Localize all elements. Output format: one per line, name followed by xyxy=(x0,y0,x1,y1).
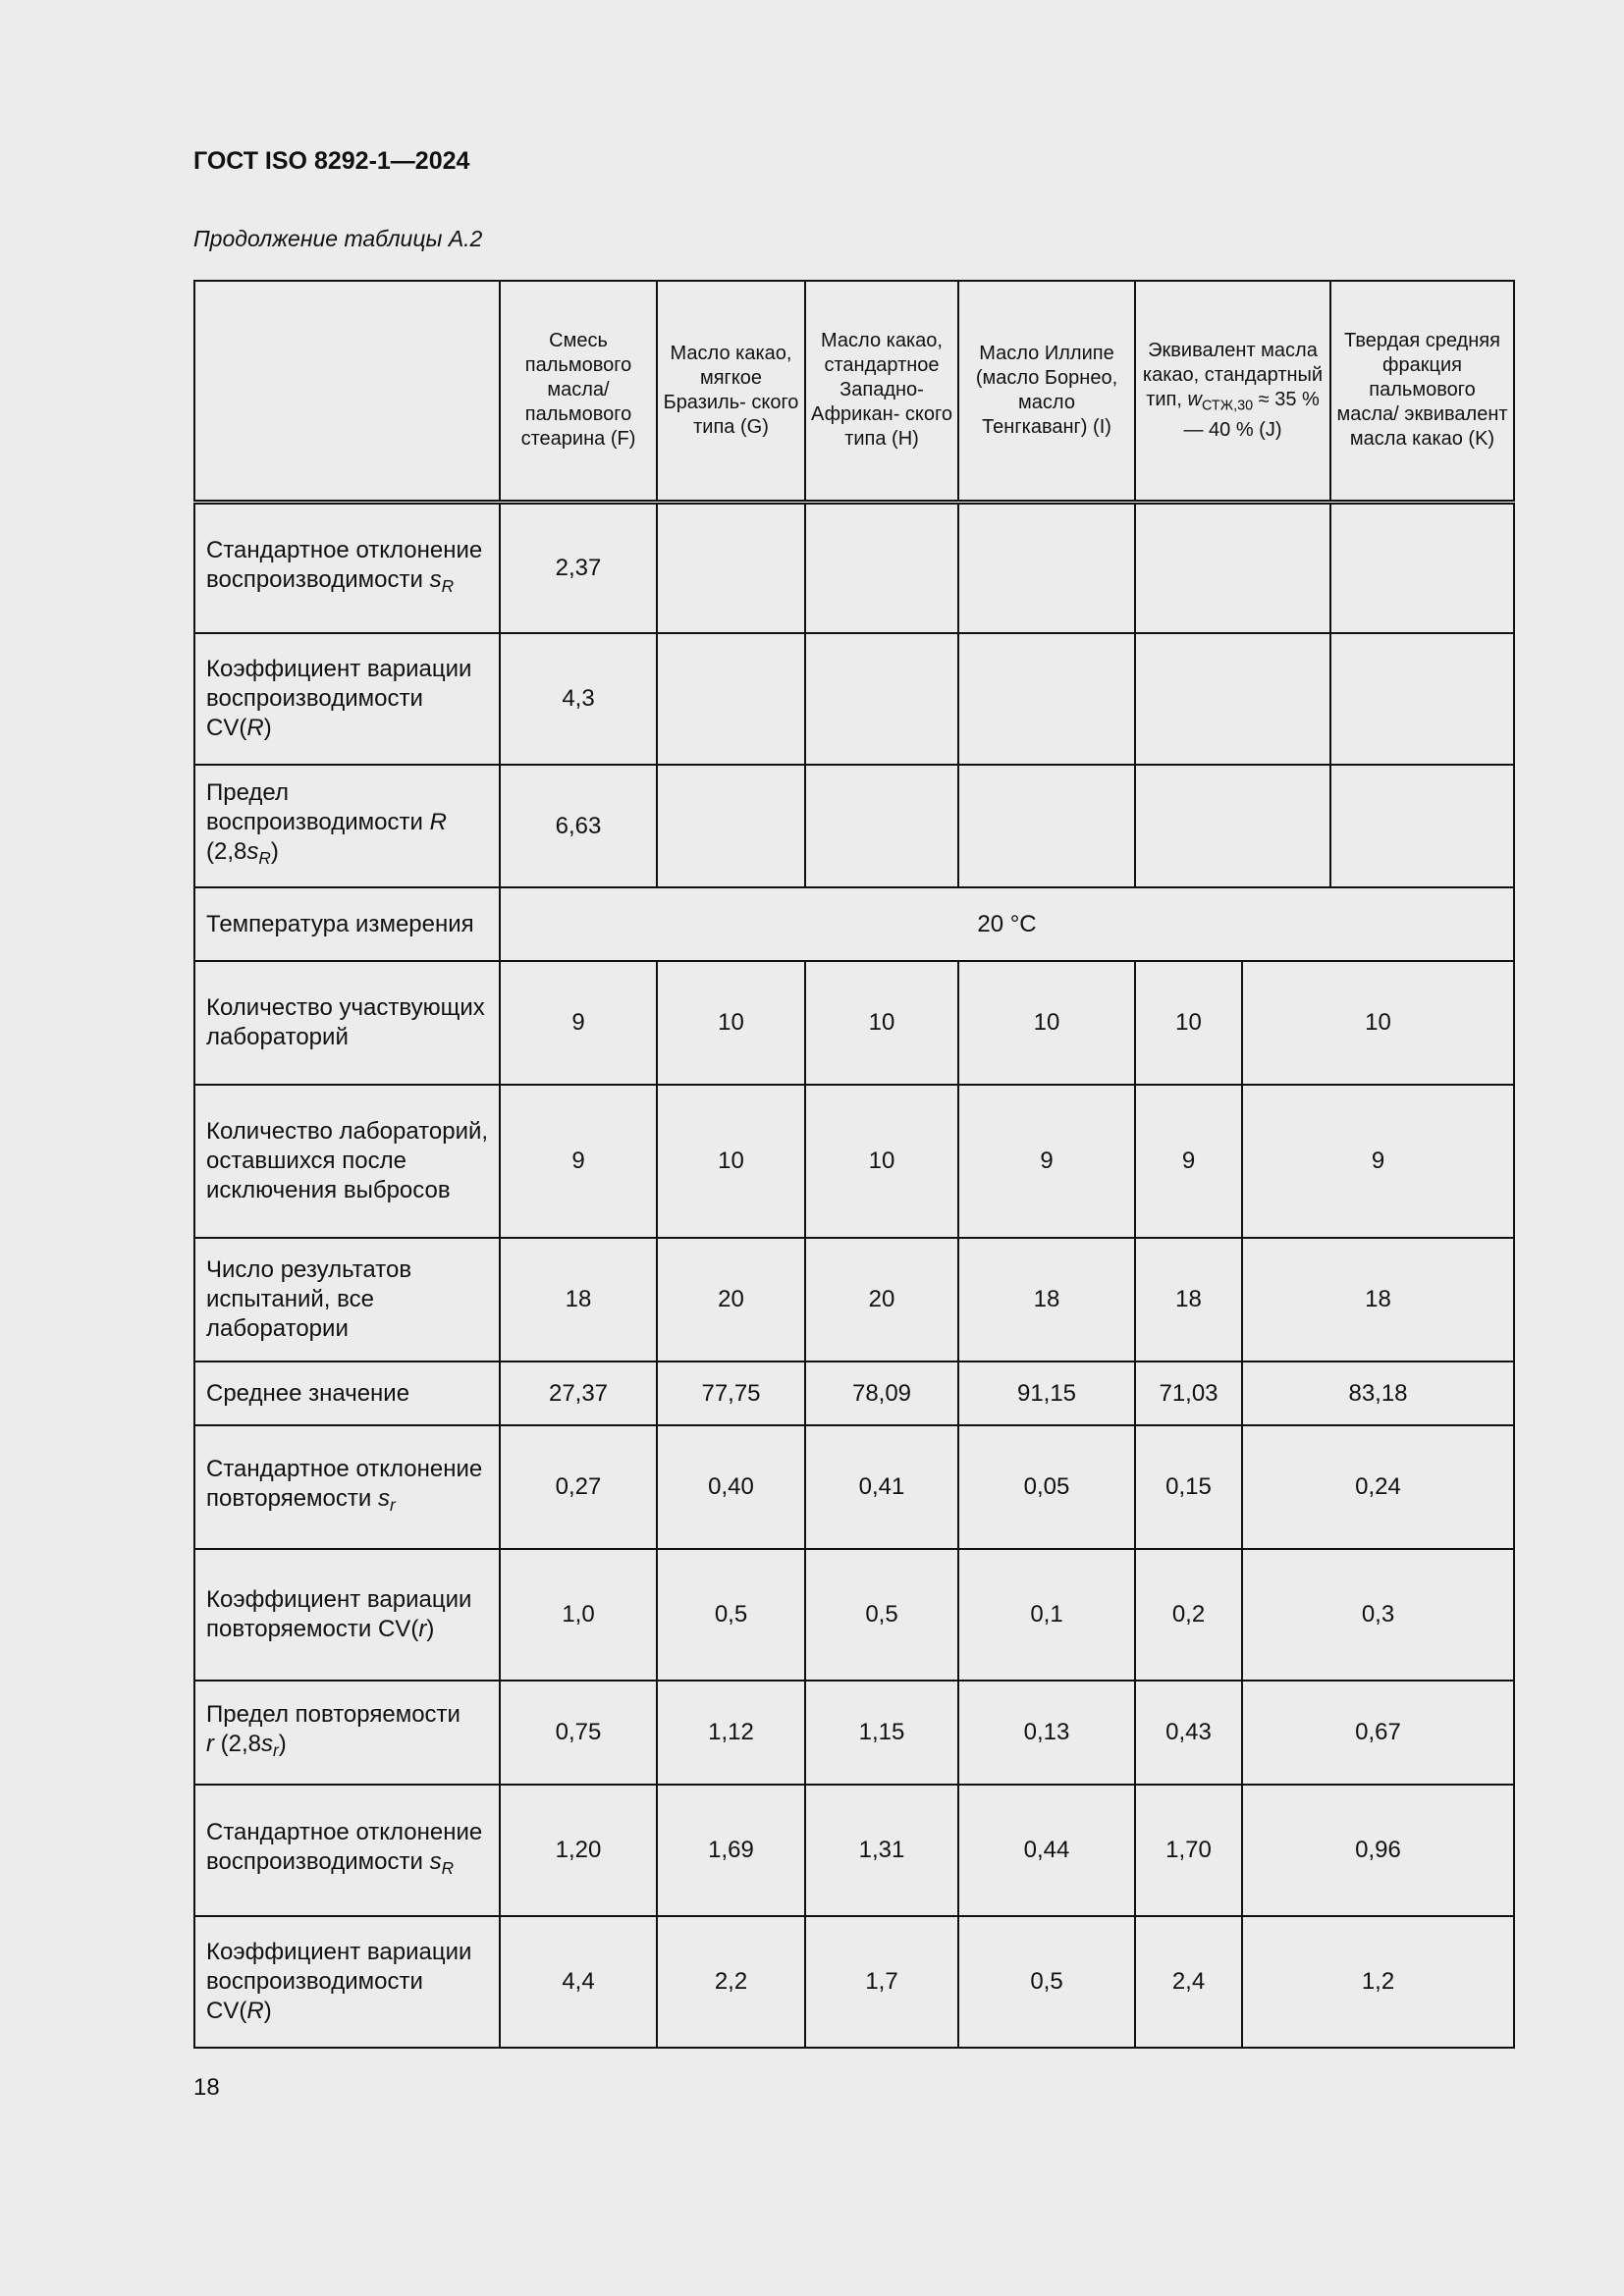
table-row xyxy=(194,1362,1514,1425)
page-number: 18 xyxy=(193,2074,220,2101)
cell-f: 1,20 xyxy=(500,1785,657,1916)
header-col-f: Смесь пальмового масла/ пальмового стеарина (F) xyxy=(500,281,657,502)
cell-g: 77,75 xyxy=(657,1362,805,1425)
cell-g: 0,40 xyxy=(657,1425,805,1549)
cell-k: 0,3 xyxy=(1242,1549,1514,1681)
table-row xyxy=(194,765,1514,887)
cell-f: 9 xyxy=(500,961,657,1085)
table-header-row xyxy=(194,281,1514,502)
cell-h: 0,5 xyxy=(805,1549,958,1681)
cell-j: 0,2 xyxy=(1135,1549,1242,1681)
cell-g xyxy=(657,765,805,887)
table-row xyxy=(194,633,1514,765)
cell-f: 0,75 xyxy=(500,1681,657,1785)
table-row xyxy=(194,1916,1514,2048)
row-label: Число результатов испытаний, все лаборатории xyxy=(194,1238,500,1362)
cell-g xyxy=(657,502,805,633)
cell-h: 10 xyxy=(805,961,958,1085)
cell-k: 10 xyxy=(1242,961,1514,1085)
row-label: Предел воспроизводимости R $(2,8s_R)$ xyxy=(194,765,500,887)
header-empty-cell xyxy=(194,281,500,502)
row-label: Стандартное отклонение воспроизводимости $s_R$ xyxy=(194,502,500,633)
cell-i: 0,44 xyxy=(958,1785,1135,1916)
row-label: Коэффициент вариации воспроизводимости CV(R) xyxy=(194,633,500,765)
cell-f: 9 xyxy=(500,1085,657,1238)
cell-h: 1,31 xyxy=(805,1785,958,1916)
cell-h xyxy=(805,502,958,633)
cell-j: 1,70 xyxy=(1135,1785,1242,1916)
cell-g: 2,2 xyxy=(657,1916,805,2048)
table-caption: Продолжение таблицы А.2 xyxy=(193,226,483,251)
cell-f: 4,3 xyxy=(500,633,657,765)
cell-i xyxy=(958,502,1135,633)
cell-k: 0,96 xyxy=(1242,1785,1514,1916)
cell-f: 27,37 xyxy=(500,1362,657,1425)
cell-h: 20 xyxy=(805,1238,958,1362)
cell-k xyxy=(1330,633,1514,765)
cell-j: 0,15 xyxy=(1135,1425,1242,1549)
cell-k: 0,24 xyxy=(1242,1425,1514,1549)
cell-g xyxy=(657,633,805,765)
temperature-value: 20 °C xyxy=(500,887,1514,961)
cell-f: 0,27 xyxy=(500,1425,657,1549)
table-row xyxy=(194,1785,1514,1916)
cell-j xyxy=(1135,633,1330,765)
cell-j: 10 xyxy=(1135,961,1242,1085)
cell-k xyxy=(1330,765,1514,887)
table-row xyxy=(194,1681,1514,1785)
row-label: Среднее значение xyxy=(194,1362,500,1425)
cell-g: 0,5 xyxy=(657,1549,805,1681)
cell-k: 9 xyxy=(1242,1085,1514,1238)
cell-j: 18 xyxy=(1135,1238,1242,1362)
cell-j xyxy=(1135,765,1330,887)
cell-h: 1,15 xyxy=(805,1681,958,1785)
cell-h: 78,09 xyxy=(805,1362,958,1425)
cell-f: 4,4 xyxy=(500,1916,657,2048)
cell-f: 6,63 xyxy=(500,765,657,887)
row-label: Количество участвующих лабораторий xyxy=(194,961,500,1085)
cell-i: 9 xyxy=(958,1085,1135,1238)
table-row xyxy=(194,1238,1514,1362)
row-label: Количество лабораторий, оставшихся после исключения выбросов xyxy=(194,1085,500,1238)
cell-i xyxy=(958,633,1135,765)
cell-j xyxy=(1135,502,1330,633)
cell-k: 18 xyxy=(1242,1238,1514,1362)
header-col-i: Масло Иллипе (масло Борнео, масло Тенгкаванг) (I) xyxy=(958,281,1135,502)
cell-g: 10 xyxy=(657,1085,805,1238)
row-label: Температура измерения xyxy=(194,887,500,961)
header-col-h: Масло какао, стандартное Западно- Африкан- ского типа (H) xyxy=(805,281,958,502)
cell-i: 0,5 xyxy=(958,1916,1135,2048)
cell-g: 20 xyxy=(657,1238,805,1362)
cell-g: 1,69 xyxy=(657,1785,805,1916)
cell-f: 2,37 xyxy=(500,502,657,633)
cell-i: 10 xyxy=(958,961,1135,1085)
row-label: Коэффициент вариации повторяемости CV(r) xyxy=(194,1549,500,1681)
cell-i: 18 xyxy=(958,1238,1135,1362)
row-label: Коэффициент вариации воспроизводимости CV(R) xyxy=(194,1916,500,2048)
cell-h: 0,41 xyxy=(805,1425,958,1549)
cell-k xyxy=(1330,502,1514,633)
cell-h: 1,7 xyxy=(805,1916,958,2048)
row-label: Предел повторяемости r $(2,8s_r)$ xyxy=(194,1681,500,1785)
cell-j: 0,43 xyxy=(1135,1681,1242,1785)
header-col-j: Эквивалент масла какао, стандартный тип, $w_{СТЖ,30} \approx 35$ % — 40 % (J) xyxy=(1135,281,1330,502)
cell-k: 83,18 xyxy=(1242,1362,1514,1425)
cell-f: 1,0 xyxy=(500,1549,657,1681)
cell-h xyxy=(805,765,958,887)
row-label: Стандартное отклонение воспроизводимости $s_R$ xyxy=(194,1785,500,1916)
cell-i: 0,13 xyxy=(958,1681,1135,1785)
cell-j: 71,03 xyxy=(1135,1362,1242,1425)
cell-i: 0,1 xyxy=(958,1549,1135,1681)
cell-g: 1,12 xyxy=(657,1681,805,1785)
cell-i: 91,15 xyxy=(958,1362,1135,1425)
table-row xyxy=(194,961,1514,1085)
cell-h: 10 xyxy=(805,1085,958,1238)
cell-f: 18 xyxy=(500,1238,657,1362)
row-label: Стандартное отклонение повторяемости $s_r$ xyxy=(194,1425,500,1549)
document-header: ГОСТ ISO 8292-1—2024 xyxy=(193,147,470,175)
table-row xyxy=(194,502,1514,633)
cell-h xyxy=(805,633,958,765)
header-col-k: Твердая средняя фракция пальмового масла/ эквивалент масла какао (K) xyxy=(1330,281,1514,502)
table-row xyxy=(194,1549,1514,1681)
cell-k: 1,2 xyxy=(1242,1916,1514,2048)
table-row xyxy=(194,1085,1514,1238)
data-table xyxy=(193,280,1515,2049)
table-row xyxy=(194,1425,1514,1549)
cell-i: 0,05 xyxy=(958,1425,1135,1549)
table-row xyxy=(194,887,1514,961)
cell-i xyxy=(958,765,1135,887)
cell-j: 2,4 xyxy=(1135,1916,1242,2048)
cell-k: 0,67 xyxy=(1242,1681,1514,1785)
cell-g: 10 xyxy=(657,961,805,1085)
header-col-g: Масло какао, мягкое Бразиль- ского типа (G) xyxy=(657,281,805,502)
cell-j: 9 xyxy=(1135,1085,1242,1238)
